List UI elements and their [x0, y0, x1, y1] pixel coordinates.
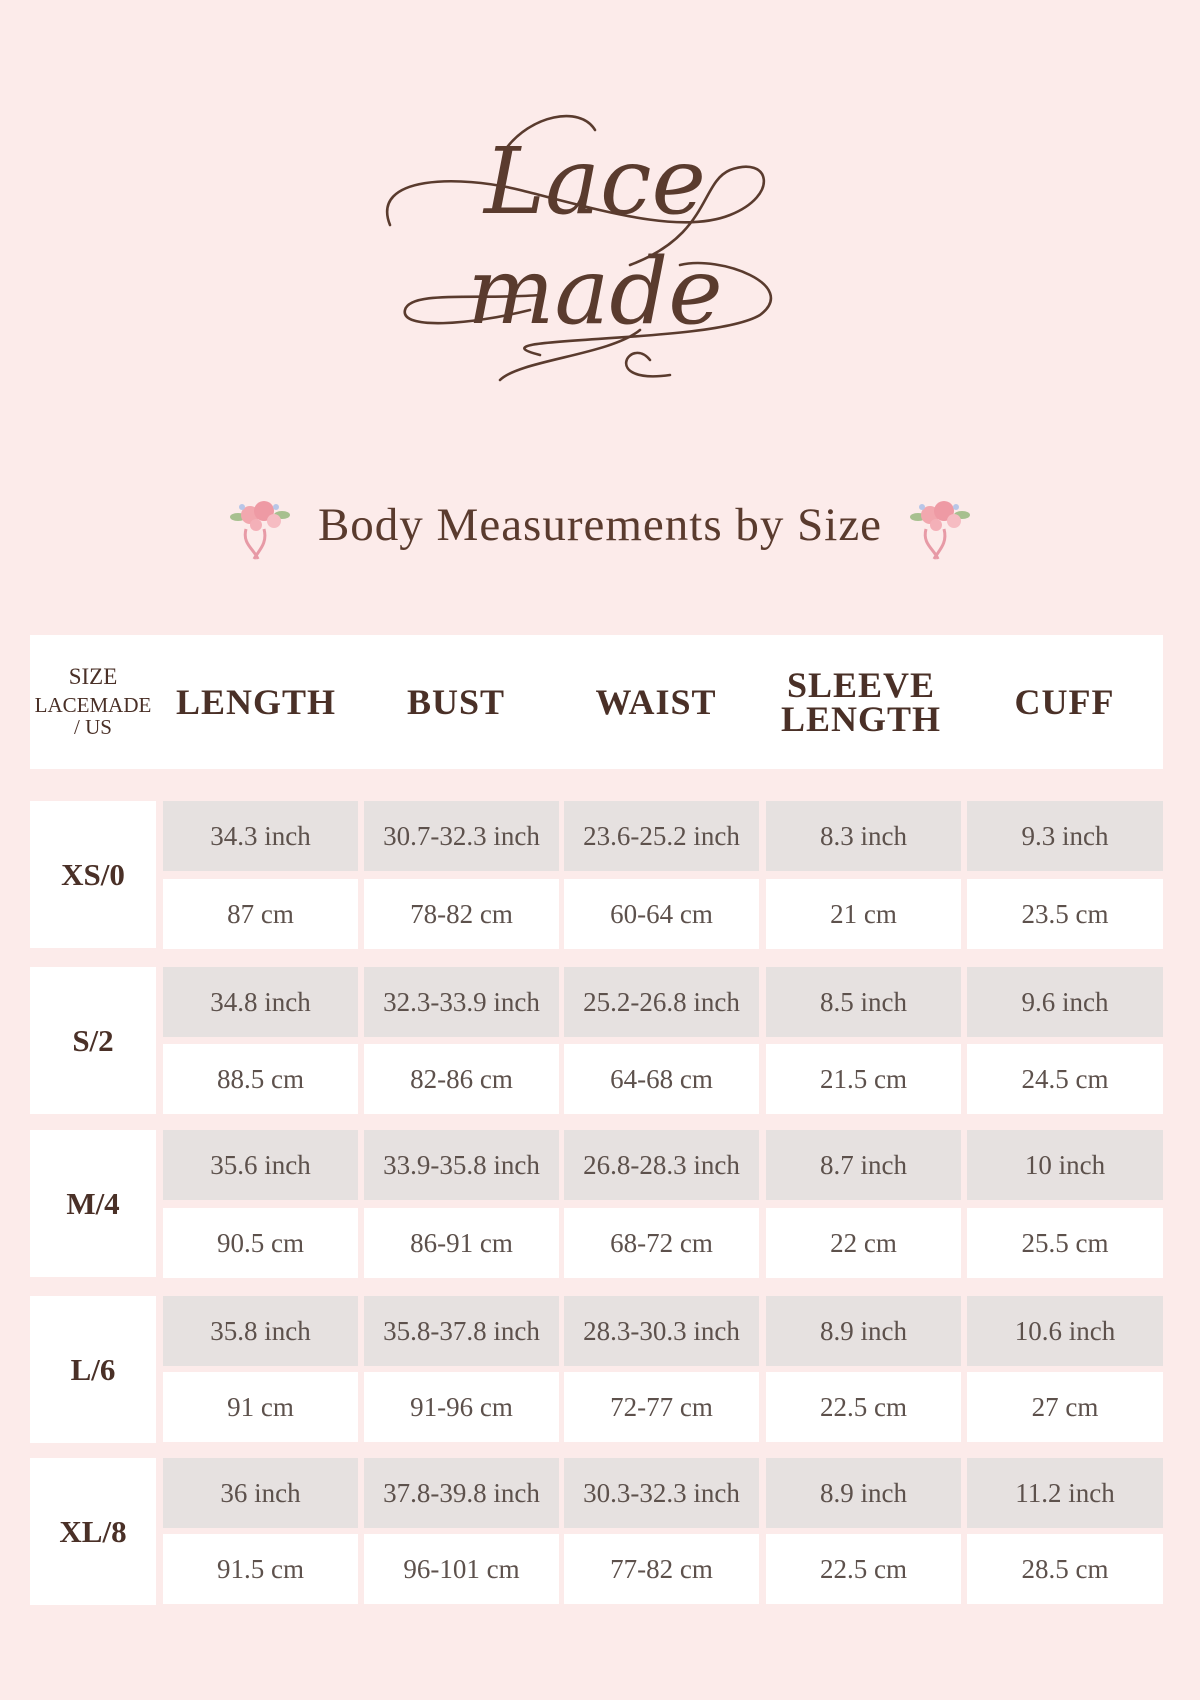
header-bust: BUST [406, 682, 506, 722]
measurement-cm: 91 cm [163, 1372, 358, 1442]
logo-line1: Lace [484, 128, 706, 235]
lace-made-logo [380, 115, 820, 415]
header-cuff: CUFF [1014, 682, 1115, 722]
measurement-cm: 27 cm [967, 1372, 1163, 1442]
measurement-inch: 35.6 inch [163, 1130, 358, 1200]
size-label: L/6 [30, 1296, 156, 1443]
measurement-inch: 30.7-32.3 inch [364, 801, 559, 871]
measurement-inch: 35.8 inch [163, 1296, 358, 1366]
measurement-inch: 8.3 inch [766, 801, 961, 871]
measurement-inch: 34.8 inch [163, 967, 358, 1037]
header-sleeve-length [756, 635, 966, 769]
measurement-cm: 64-68 cm [564, 1044, 759, 1114]
measurement-cm: 96-101 cm [364, 1534, 559, 1604]
measurement-inch: 10.6 inch [967, 1296, 1163, 1366]
measurement-cm: 87 cm [163, 879, 358, 949]
header-length: LENGTH [175, 682, 337, 722]
measurement-cm: 21 cm [766, 879, 961, 949]
header-sleeve-length-word: LENGTH [780, 699, 942, 739]
measurement-inch: 34.3 inch [163, 801, 358, 871]
measurement-inch: 28.3-30.3 inch [564, 1296, 759, 1366]
measurement-cm: 88.5 cm [163, 1044, 358, 1114]
measurement-inch: 36 inch [163, 1458, 358, 1528]
rose-bouquet-icon [904, 489, 976, 561]
measurement-cm: 28.5 cm [967, 1534, 1163, 1604]
measurement-cm: 82-86 cm [364, 1044, 559, 1114]
measurement-inch: 37.8-39.8 inch [364, 1458, 559, 1528]
measurement-inch: 8.7 inch [766, 1130, 961, 1200]
header-sleeve-length-word: SLEEVE [786, 665, 936, 705]
header-size [30, 635, 156, 769]
measurement-cm: 22 cm [766, 1208, 961, 1278]
measurement-cm: 91-96 cm [364, 1372, 559, 1442]
measurement-inch: 9.3 inch [967, 801, 1163, 871]
measurement-inch: 33.9-35.8 inch [364, 1130, 559, 1200]
size-label: XL/8 [30, 1458, 156, 1605]
measurement-inch: 8.5 inch [766, 967, 961, 1037]
measurement-cm: 25.5 cm [967, 1208, 1163, 1278]
measurement-cm: 91.5 cm [163, 1534, 358, 1604]
table-header [30, 635, 1163, 769]
header-size-top: SIZE [68, 664, 118, 689]
rose-bouquet-icon [224, 489, 296, 561]
title-row [0, 490, 1200, 560]
measurement-cm: 77-82 cm [564, 1534, 759, 1604]
measurement-inch: 8.9 inch [766, 1296, 961, 1366]
measurement-cm: 68-72 cm [564, 1208, 759, 1278]
measurement-inch: 8.9 inch [766, 1458, 961, 1528]
measurement-cm: 21.5 cm [766, 1044, 961, 1114]
measurement-cm: 24.5 cm [967, 1044, 1163, 1114]
measurement-inch: 26.8-28.3 inch [564, 1130, 759, 1200]
measurement-inch: 25.2-26.8 inch [564, 967, 759, 1037]
logo-line2: made [467, 238, 723, 345]
header-waist: WAIST [595, 682, 717, 722]
measurement-cm: 72-77 cm [564, 1372, 759, 1442]
measurement-cm: 90.5 cm [163, 1208, 358, 1278]
measurement-inch: 35.8-37.8 inch [364, 1296, 559, 1366]
measurement-cm: 60-64 cm [564, 879, 759, 949]
page-title: Body Measurements by Size [317, 499, 883, 551]
measurement-cm: 22.5 cm [766, 1372, 961, 1442]
measurement-inch: 32.3-33.9 inch [364, 967, 559, 1037]
size-label: XS/0 [30, 801, 156, 948]
measurement-inch: 11.2 inch [967, 1458, 1163, 1528]
measurement-cm: 23.5 cm [967, 879, 1163, 949]
measurement-inch: 9.6 inch [967, 967, 1163, 1037]
header-size-bottom: / US [74, 715, 112, 739]
size-label: S/2 [30, 967, 156, 1114]
measurement-inch: 10 inch [967, 1130, 1163, 1200]
measurement-cm: 86-91 cm [364, 1208, 559, 1278]
measurement-inch: 23.6-25.2 inch [564, 801, 759, 871]
measurement-cm: 78-82 cm [364, 879, 559, 949]
measurement-cm: 22.5 cm [766, 1534, 961, 1604]
brand-logo [380, 115, 820, 415]
header-size-mid: LACEMADE [34, 693, 152, 717]
size-label: M/4 [30, 1130, 156, 1277]
measurement-inch: 30.3-32.3 inch [564, 1458, 759, 1528]
